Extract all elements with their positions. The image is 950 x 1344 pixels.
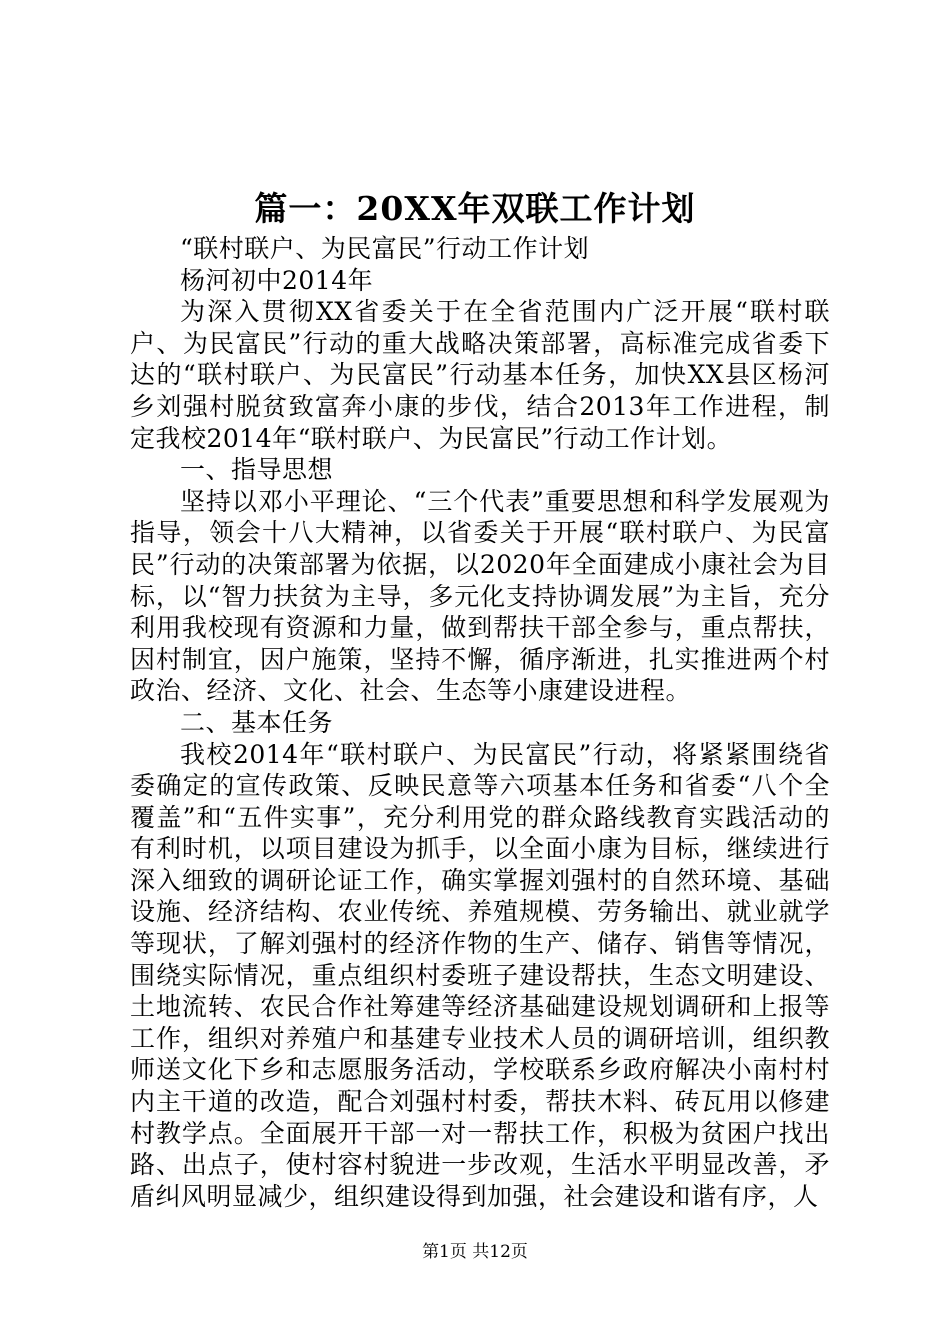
section-heading-guiding-ideology: 一、指导思想 (180, 455, 334, 485)
subtitle-paragraph: “联村联户、为民富民”行动工作计划 (180, 234, 590, 263)
document-body (130, 233, 830, 1212)
page-footer: 第1页 共12页 (422, 1242, 528, 1262)
intro-paragraph: 为深入贯彻XX省委关于在全省范围内广泛开展“联村联户、为民富民”行动的重大战略决策部署，高标准完成省委下达的“联村联户、为民富民”行动基本任务，加快XX县区杨河乡刘强村脱贫致富奔小康的步伐，结合2013年工作进程，制定我校2014年“联村联户、为民富民”行动工作计划。 (130, 297, 830, 453)
basic-tasks-paragraph: 我校2014年“联村联户、为民富民”行动，将紧紧围绕省委确定的宣传政策、反映民意等六项基本任务和省委“八个全覆盖”和“五件实事”，充分利用党的群众路线教育实践活动的有利时机，以项目建设为抓手，以全面小康为目标，继续进行深入细致的调研论证工作，确实掌握刘强村的自然环境、基础设施、经济结构、农业传统、养殖规模、劳务输出、就业就学等现状，了解刘强村的经济作物的生产、储存、销售等情况，围绕实际情况，重点组织村委班子建设帮扶，生态文明建设、土地流转、农民合作社筹建等经济基础建设规划调研和上报等工作，组织对养殖户和基建专业技术人员的调研培训，组织教师送文化下乡和志愿服务活动，学校联系乡政府解决小南村村内主干道的改造，配合刘强村村委，帮扶木料、砖瓦用以修建村教学点。全面展开干部一对一帮扶工作，积极为贫困户找出路、出点子，使村容村貌进一步改观，生活水平明显改善，矛盾纠风明显减少，组织建设得到加强，社会建设和谐有序，人 (130, 739, 830, 1211)
guiding-ideology-paragraph: 坚持以邓小平理论、“三个代表”重要思想和科学发展观为指导，领会十八大精神，以省委关于开展“联村联户、为民富民”行动的决策部署为依据，以2020年全面建成小康社会为目标，以“智力扶贫为主导，多元化支持协调发展”为主旨，充分利用我校现有资源和力量，做到帮扶干部全参与，重点帮扶，因村制宜，因户施策，坚持不懈，循序渐进，扎实推进两个村政治、经济、文化、社会、生态等小康建设进程。 (130, 486, 830, 706)
document-title: 篇一：20XX年双联工作计划 (254, 189, 696, 228)
author-line: 杨河初中2014年 (180, 265, 374, 295)
section-heading-basic-tasks: 二、基本任务 (180, 707, 334, 737)
